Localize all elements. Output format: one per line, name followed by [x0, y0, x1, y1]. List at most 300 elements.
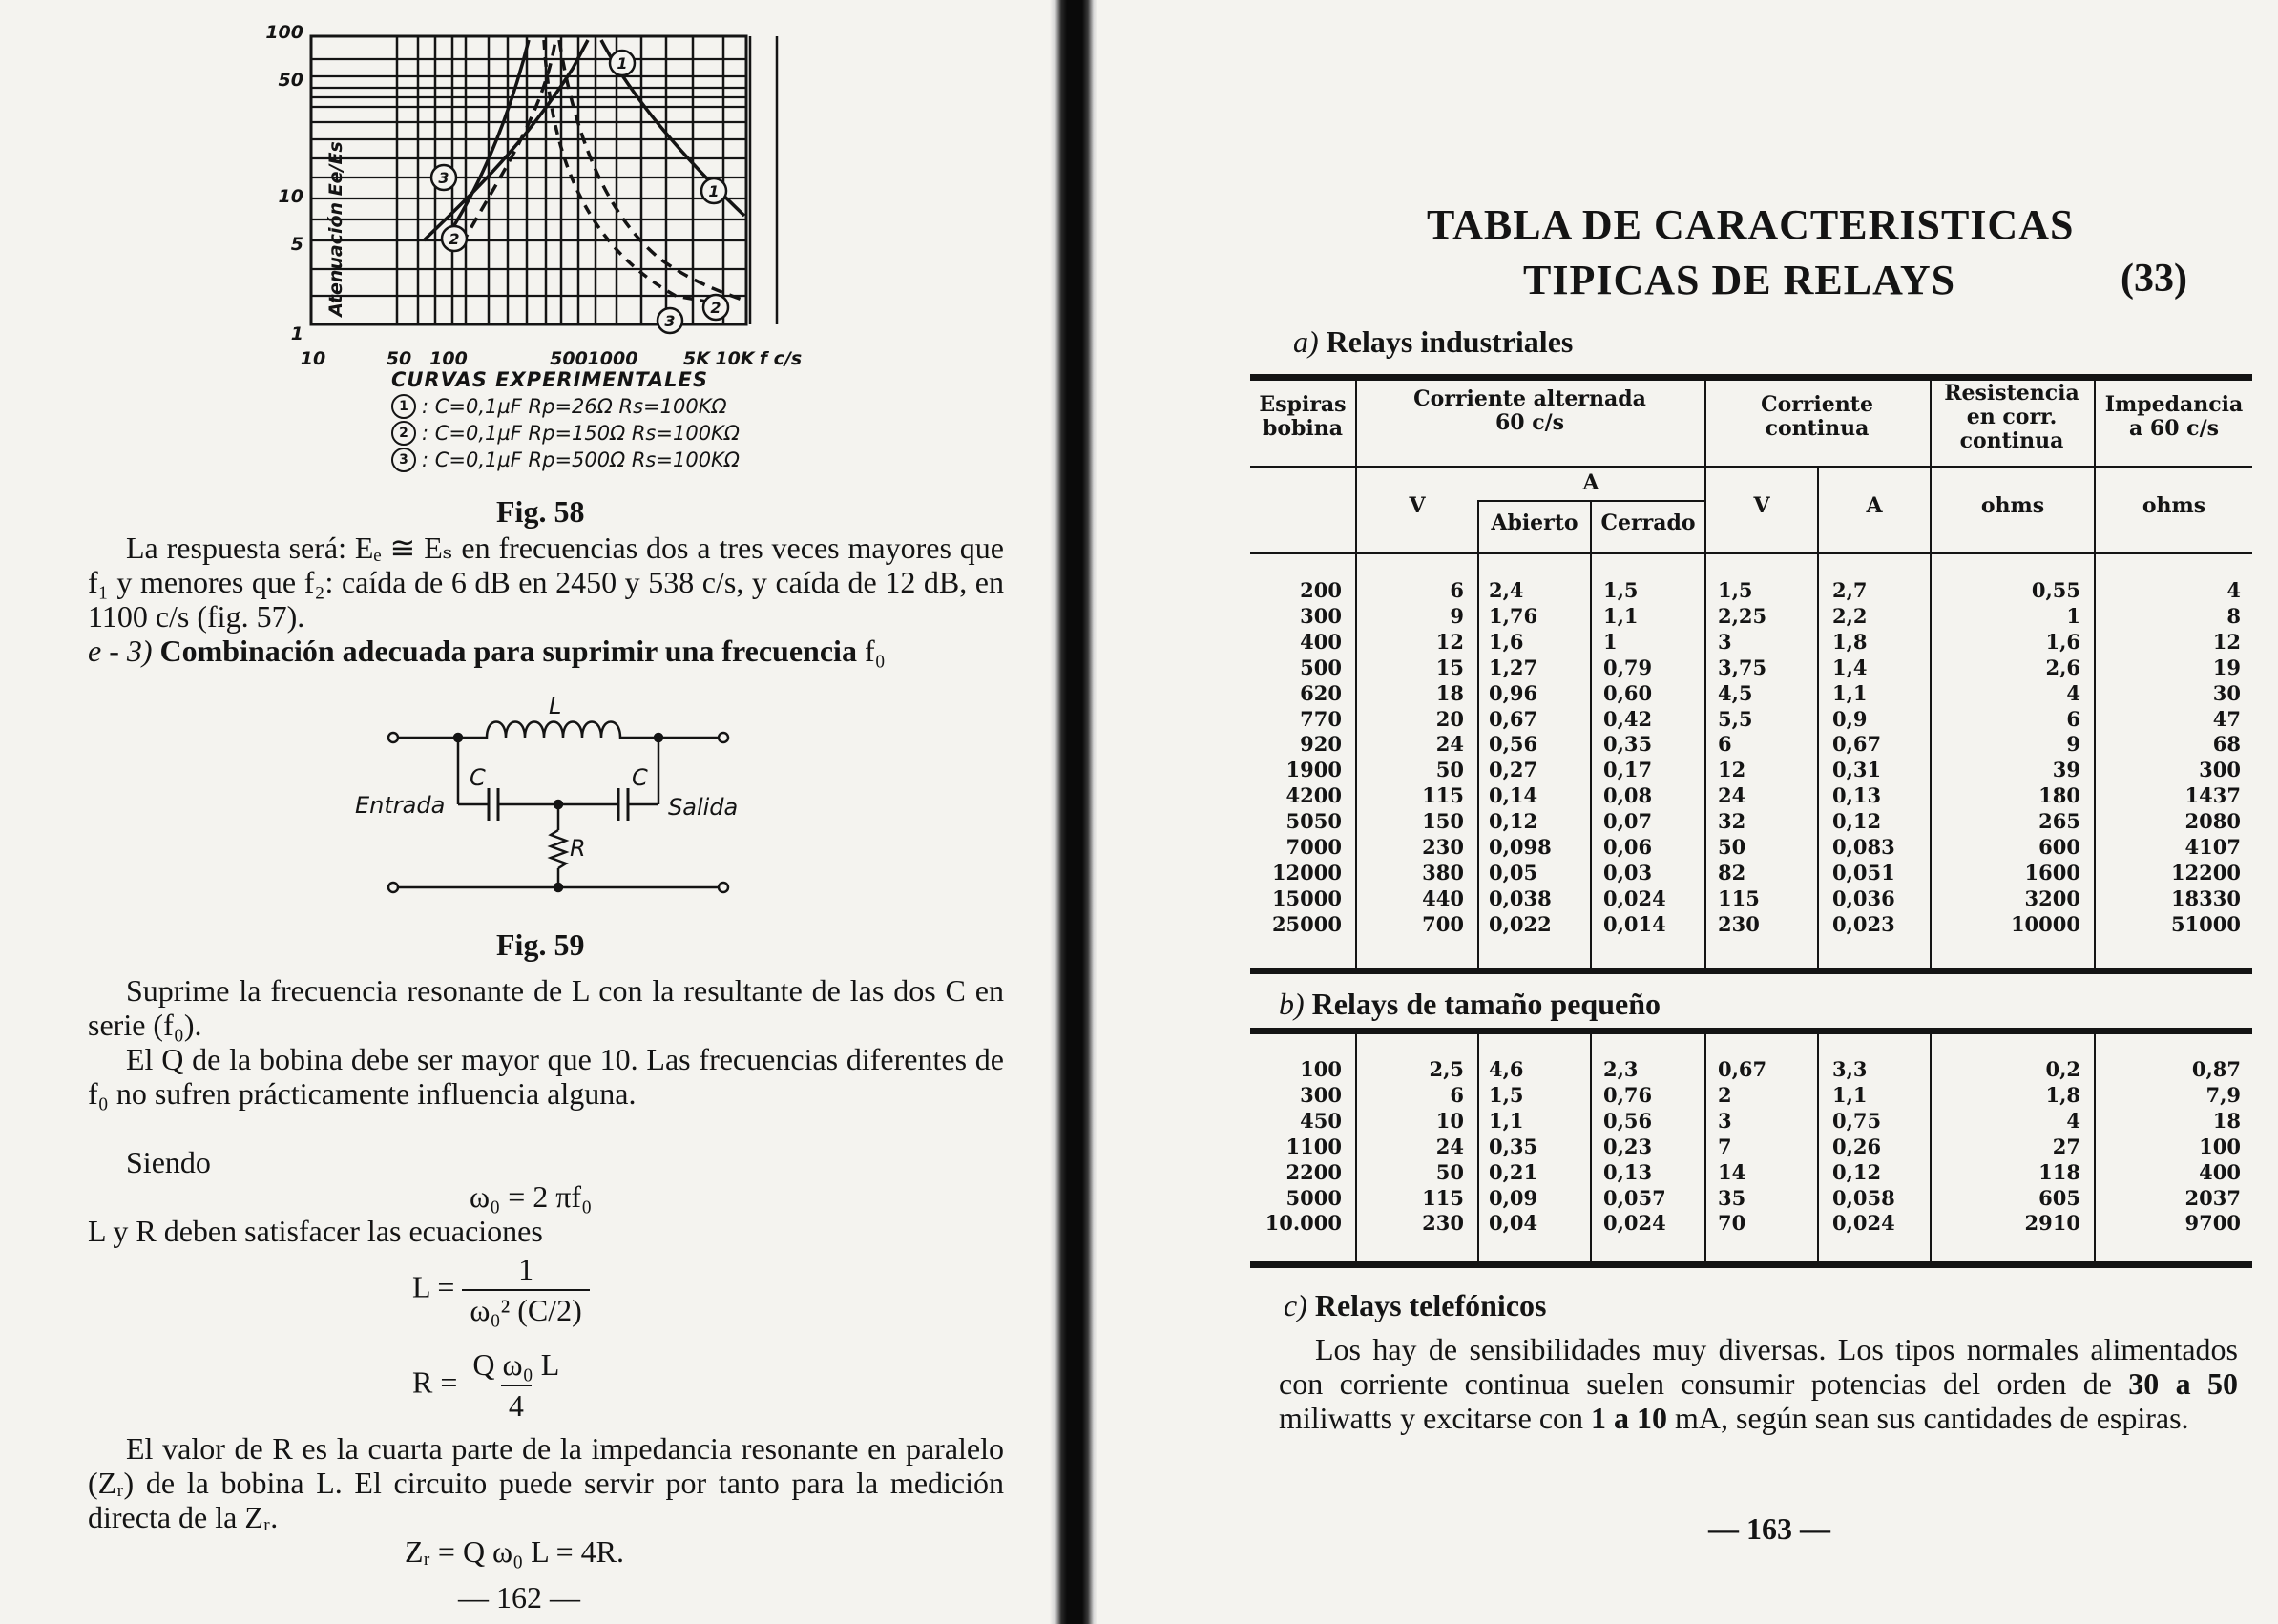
- input-terminal-bottom: [388, 883, 398, 892]
- table-cell: 35: [1718, 1185, 1746, 1210]
- table-cell: 115: [1718, 885, 1760, 910]
- table-cell: 200: [1300, 578, 1342, 602]
- x-tick-label: 500: [550, 348, 588, 369]
- table-cell: 4,6: [1489, 1057, 1524, 1081]
- col-a-resistencia: [1932, 578, 2080, 938]
- formula-L-fraction: [462, 1252, 589, 1328]
- formula-omega: ω₀ = 2 πf₀: [470, 1179, 593, 1214]
- table-cell: 2200: [1285, 1159, 1342, 1184]
- table-cell: 0,67: [1489, 706, 1538, 731]
- header-espiras: [1250, 393, 1355, 441]
- table-cell: 12000: [1271, 860, 1342, 885]
- table-cell: 15: [1435, 655, 1464, 679]
- subheader-abierto: Abierto: [1491, 510, 1578, 535]
- table-cell: 0,023: [1832, 911, 1895, 936]
- table-cell: 2,25: [1718, 603, 1767, 628]
- formula-R-num: Q ω₀ L: [472, 1347, 560, 1382]
- paragraph-text: La respuesta será: Eₑ ≅ Eₛ en frecuencias dos a tres veces mayores que f₁ y menores que f₂: caída de 6 dB en 2450 y 538 c/s, y caída de 12 dB, en 1100 c/s (fig. 57).: [88, 531, 1004, 634]
- table-cell: 1,8: [1832, 629, 1868, 654]
- table-cell: 0,08: [1603, 783, 1653, 808]
- table-cell: 9700: [2184, 1211, 2241, 1236]
- table-cell: 0,56: [1603, 1108, 1653, 1133]
- table-cell: 0,024: [1603, 885, 1666, 910]
- table-cell: 4: [2226, 578, 2241, 602]
- output-terminal-top: [719, 733, 728, 742]
- table-cell: 10: [1435, 1108, 1464, 1133]
- table-cell: 2037: [2184, 1185, 2241, 1210]
- header-impedancia: [2096, 393, 2252, 441]
- table-cell: 51000: [2170, 911, 2241, 936]
- table-cell: 115: [1422, 1185, 1464, 1210]
- table-cell: 2080: [2184, 809, 2241, 834]
- table-cell: 6: [2066, 706, 2080, 731]
- x-tick-label: 100: [429, 348, 468, 369]
- table-cell: 0,14: [1489, 783, 1538, 808]
- curve-marker-label: 2: [710, 299, 721, 317]
- section-b-heading: [1279, 987, 1661, 1022]
- col-a-cc-v: [1718, 578, 1815, 938]
- fig58-legend: [391, 366, 849, 473]
- section-a-heading: [1293, 324, 1573, 360]
- table-cell: 1,6: [1489, 629, 1524, 654]
- table-cell: 0,27: [1489, 758, 1538, 782]
- subheader-v2: V: [1753, 493, 1770, 518]
- formula-R: [412, 1347, 567, 1424]
- table-cell: 0,79: [1603, 655, 1653, 679]
- col-a-espiras: [1250, 578, 1342, 938]
- table-cell: 25000: [1271, 911, 1342, 936]
- table-cell: 1,1: [1832, 1082, 1868, 1107]
- x-tick-label: 1000: [587, 348, 638, 369]
- legend-entry-text: : C=0,1µF Rp=500Ω Rs=100KΩ: [422, 448, 740, 471]
- formula-L-lhs: L =: [412, 1269, 455, 1304]
- table-cell: 0,42: [1603, 706, 1653, 731]
- table-cell: 0,083: [1832, 835, 1895, 860]
- fig58-legend-entry-2: [391, 420, 849, 447]
- col-b-ca-v: [1357, 1057, 1464, 1237]
- table-cell: 0,12: [1489, 809, 1538, 834]
- table-cell: 1,6: [2045, 629, 2080, 654]
- curve-marker-label: 2: [449, 230, 460, 248]
- table-cell: 24: [1718, 783, 1746, 808]
- table-cell: 230: [1422, 835, 1464, 860]
- section-title: Relays telefónicos: [1314, 1288, 1547, 1322]
- table-cell: 6: [1450, 578, 1464, 602]
- table-cell: 600: [2038, 835, 2080, 860]
- subheader-ohms1: ohms: [1980, 493, 2045, 518]
- table-cell: 19: [2212, 655, 2241, 679]
- table-cell: 3200: [2024, 885, 2080, 910]
- table-cell: 3,3: [1832, 1057, 1868, 1081]
- subheader-ohms2: ohms: [2142, 493, 2206, 518]
- book-gutter: [1050, 0, 1097, 1624]
- heading-text: Combinación adecuada para suprimir una frecuencia: [159, 634, 857, 668]
- y-tick-label: 5: [290, 234, 303, 255]
- legend-entry-text: : C=0,1µF Rp=26Ω Rs=100KΩ: [422, 395, 727, 418]
- formula-R-den: 4: [501, 1385, 532, 1424]
- header-line: en corr.: [1966, 405, 2058, 429]
- y-tick-label: 1: [290, 323, 303, 344]
- table-cell: 24: [1435, 1134, 1464, 1158]
- formula-L: [412, 1252, 590, 1328]
- table-cell: 0,23: [1603, 1134, 1653, 1158]
- table-cell: 150: [1422, 809, 1464, 834]
- col-b-cc-v: [1718, 1057, 1815, 1237]
- table-cell: 7: [1718, 1134, 1732, 1158]
- table-cell: 1,1: [1489, 1108, 1524, 1133]
- table-cell: 0,12: [1832, 1159, 1882, 1184]
- section-c-heading: [1284, 1288, 1546, 1323]
- col-a-ca-cerrado: [1603, 578, 1703, 938]
- table-cell: 0,051: [1832, 860, 1895, 885]
- table-cell: 0,56: [1489, 732, 1538, 757]
- table-cell: 5050: [1285, 809, 1342, 834]
- table-cell: 0,2: [2045, 1057, 2080, 1081]
- table-cell: 265: [2038, 809, 2080, 834]
- curve-2-right: [559, 40, 746, 302]
- formula-R-lhs: R =: [412, 1364, 458, 1400]
- table-cell: 0,038: [1489, 885, 1552, 910]
- curve-marker-1: 1: [391, 394, 416, 419]
- paragraph-suprime: [88, 973, 1004, 1042]
- paragraph-text: mA, según sean sus cantidades de espiras.: [1667, 1401, 2189, 1435]
- relays-table: [1250, 374, 2252, 1300]
- table-cell: 0,014: [1603, 911, 1666, 936]
- section-letter: c): [1284, 1288, 1307, 1322]
- col-b-espiras: [1250, 1057, 1342, 1237]
- table-cell: 10000: [2010, 911, 2080, 936]
- table-cell: 2,4: [1489, 578, 1524, 602]
- table-cell: 20: [1435, 706, 1464, 731]
- table-cell: 230: [1718, 911, 1760, 936]
- table-number: (33): [2121, 257, 2187, 301]
- header-line: a 60 c/s: [2128, 416, 2219, 441]
- table-cell: 0,07: [1603, 809, 1653, 834]
- table-cell: 2,3: [1603, 1057, 1639, 1081]
- table-cell: 50: [1435, 758, 1464, 782]
- header-resistencia: [1932, 382, 2092, 453]
- table-cell: 0,31: [1832, 758, 1882, 782]
- subheader-a2: A: [1866, 493, 1883, 518]
- formula-L-den: ω₀² (C/2): [462, 1289, 589, 1328]
- paragraph-text: Los hay de sensibilidades muy diversas. Los tipos normales alimentados con corriente continua suelen consumir potencias del orden de: [1279, 1332, 2238, 1401]
- table-cell: 920: [1300, 732, 1342, 757]
- fig58-legend-entry-1: [391, 393, 849, 420]
- y-axis-label: Atenuación Ee/Es: [325, 141, 346, 317]
- table-cell: 12: [2212, 629, 2241, 654]
- table-cell: 1,27: [1489, 655, 1538, 679]
- table-cell: 100: [2199, 1134, 2241, 1158]
- table-cell: 1,1: [1832, 680, 1868, 705]
- table-cell: 0,057: [1603, 1185, 1666, 1210]
- inductor-L: [458, 722, 658, 739]
- input-terminal-top: [388, 733, 398, 742]
- formula-Z: Zᵣ = Q ω₀ L = 4R.: [405, 1534, 625, 1569]
- table-cell: 47: [2212, 706, 2241, 731]
- table-cell: 0,036: [1832, 885, 1895, 910]
- table-cell: 0,60: [1603, 680, 1653, 705]
- table-cell: 0,09: [1489, 1185, 1538, 1210]
- table-cell: 0,35: [1603, 732, 1653, 757]
- table-cell: 12200: [2170, 860, 2241, 885]
- table-cell: 6: [1450, 1082, 1464, 1107]
- table-cell: 0,13: [1832, 783, 1882, 808]
- table-cell: 2,7: [1832, 578, 1868, 602]
- curve-marker-label: 1: [617, 54, 628, 73]
- table-cell: 0,26: [1832, 1134, 1882, 1158]
- header-line: Resistencia: [1944, 381, 2079, 406]
- paragraph-bold: 30 a 50: [2128, 1366, 2239, 1401]
- table-cell: 1,5: [1603, 578, 1639, 602]
- table-cell: 12: [1435, 629, 1464, 654]
- table-cell: 1: [1603, 629, 1618, 654]
- table-cell: 12: [1718, 758, 1746, 782]
- y-tick-label: 50: [278, 70, 303, 91]
- table-cell: 3: [1718, 1108, 1732, 1133]
- table-cell: 100: [1300, 1057, 1342, 1081]
- x-tick-label: 10: [300, 348, 326, 369]
- section-letter: b): [1279, 987, 1305, 1021]
- table-cell: 0,76: [1603, 1082, 1653, 1107]
- table-cell: 0,058: [1832, 1185, 1895, 1210]
- table-cell: 0,67: [1718, 1057, 1767, 1081]
- x-tick-label: 50: [386, 348, 412, 369]
- fig59-caption: Fig. 59: [496, 927, 585, 962]
- curve-marker-3: 3: [391, 448, 416, 472]
- table-cell: 400: [1300, 629, 1342, 654]
- table-cell: 115: [1422, 783, 1464, 808]
- table-cell: 1600: [2024, 860, 2080, 885]
- table-cell: 14: [1718, 1159, 1746, 1184]
- section-title: Relays de tamaño pequeño: [1311, 987, 1661, 1021]
- paragraph-valor-r: [88, 1431, 1004, 1534]
- col-a-ca-abierto: [1489, 578, 1588, 938]
- paragraph-text: El valor de R es la cuarta parte de la impedancia resonante en paralelo (Zᵣ) de la bobina L. El circuito puede servir por tanto para la medición directa de la Zᵣ.: [88, 1431, 1004, 1534]
- table-cell: 18330: [2170, 885, 2241, 910]
- label-C2: C: [632, 764, 648, 791]
- table-cell: 5,5: [1718, 706, 1753, 731]
- table-cell: 68: [2212, 732, 2241, 757]
- label-entrada: Entrada: [355, 792, 446, 819]
- col-b-impedancia: [2096, 1057, 2241, 1237]
- label-L: L: [549, 697, 562, 719]
- table-cell: 0,03: [1603, 860, 1653, 885]
- table-cell: 450: [1300, 1108, 1342, 1133]
- table-cell: 6: [1718, 732, 1732, 757]
- curve-marker-label: 3: [438, 169, 449, 187]
- table-cell: 2,6: [2045, 655, 2080, 679]
- header-cc: [1706, 393, 1928, 441]
- table-cell: 1100: [1285, 1134, 1342, 1158]
- section-title: Relays industriales: [1326, 324, 1574, 359]
- col-a-impedancia: [2096, 578, 2241, 938]
- table-cell: 30: [2212, 680, 2241, 705]
- table-cell: 4,5: [1718, 680, 1753, 705]
- header-line: bobina: [1262, 416, 1344, 441]
- table-cell: 1,76: [1489, 603, 1538, 628]
- table-cell: 8: [2226, 603, 2241, 628]
- table-cell: 300: [1300, 603, 1342, 628]
- table-cell: 7000: [1285, 835, 1342, 860]
- table-cell: 1,5: [1718, 578, 1753, 602]
- table-cell: 9: [1450, 603, 1464, 628]
- page-number-right: — 163 —: [1708, 1511, 1830, 1546]
- table-cell: 0,9: [1832, 706, 1868, 731]
- table-cell: 0,05: [1489, 860, 1538, 885]
- table-cell: 1900: [1285, 758, 1342, 782]
- col-b-ca-cerrado: [1603, 1057, 1703, 1237]
- table-cell: 5000: [1285, 1185, 1342, 1210]
- table-cell: 32: [1718, 809, 1746, 834]
- col-a-ca-v: [1357, 578, 1464, 938]
- table-cell: 0,17: [1603, 758, 1653, 782]
- table-title-line1: TABLA DE CARACTERISTICAS: [1427, 201, 2075, 248]
- paragraph-bold: 1 a 10: [1591, 1401, 1668, 1435]
- section-letter: a): [1293, 324, 1319, 359]
- table-cell: 0,87: [2191, 1057, 2241, 1081]
- table-cell: 27: [2052, 1134, 2080, 1158]
- header-line: continua: [1959, 428, 2064, 453]
- fig58-legend-title: CURVAS EXPERIMENTALES: [391, 368, 709, 391]
- subheader-cerrado: Cerrado: [1600, 510, 1696, 535]
- table-cell: 2910: [2024, 1211, 2080, 1236]
- label-R: R: [570, 835, 586, 862]
- label-C1: C: [470, 764, 486, 791]
- table-cell: 300: [1300, 1082, 1342, 1107]
- table-cell: 0,67: [1832, 732, 1882, 757]
- paragraph-text: miliwatts y excitarse con: [1279, 1401, 1592, 1435]
- table-cell: 0,12: [1832, 809, 1882, 834]
- table-cell: 2,5: [1429, 1057, 1464, 1081]
- table-title-line2: TIPICAS DE RELAYS: [1523, 257, 1956, 303]
- heading-suffix: f₀: [856, 634, 886, 668]
- output-terminal-bottom: [719, 883, 728, 892]
- table-cell: 2: [1718, 1082, 1732, 1107]
- header-line: continua: [1765, 416, 1870, 441]
- curve-marker-2: 2: [391, 421, 416, 446]
- y-tick-label: 100: [265, 22, 303, 43]
- header-line: Corriente alternada: [1413, 386, 1646, 411]
- table-cell: 9: [2066, 732, 2080, 757]
- header-ca: [1357, 387, 1703, 435]
- paragraph-respuesta: [88, 531, 1004, 634]
- table-cell: 10.000: [1264, 1211, 1342, 1236]
- label-salida: Salida: [668, 794, 739, 821]
- paragraph-telefonicos: [1279, 1332, 2238, 1435]
- table-cell: 24: [1435, 732, 1464, 757]
- table-cell: 1437: [2184, 783, 2241, 808]
- table-cell: 1,5: [1489, 1082, 1524, 1107]
- formula-L-num: 1: [518, 1252, 534, 1286]
- table-cell: 39: [2052, 758, 2080, 782]
- y-tick-label: 10: [278, 186, 303, 207]
- heading-e3: [88, 634, 1004, 668]
- table-cell: 1,1: [1603, 603, 1639, 628]
- table-cell: 3,75: [1718, 655, 1767, 679]
- page-number-left: — 162 —: [458, 1580, 580, 1614]
- table-cell: 7,9: [2205, 1082, 2241, 1107]
- table-cell: 605: [2038, 1185, 2080, 1210]
- table-cell: 1: [2066, 603, 2080, 628]
- paragraph-q: [88, 1042, 1004, 1111]
- col-b-resistencia: [1932, 1057, 2080, 1237]
- right-page: [1097, 0, 2278, 1624]
- x-tick-label: 5K: [683, 348, 710, 369]
- heading-marker: e - 3): [88, 634, 153, 668]
- table-cell: 70: [1718, 1211, 1746, 1236]
- subheader-a-group: A: [1582, 470, 1599, 495]
- table-cell: 0,21: [1489, 1159, 1538, 1184]
- col-b-ca-abierto: [1489, 1057, 1588, 1237]
- table-cell: 180: [2038, 783, 2080, 808]
- table-cell: 0,13: [1603, 1159, 1653, 1184]
- table-cell: 500: [1300, 655, 1342, 679]
- table-cell: 2,2: [1832, 603, 1868, 628]
- table-cell: 770: [1300, 706, 1342, 731]
- table-cell: 4107: [2184, 835, 2241, 860]
- header-line: Impedancia: [2104, 392, 2244, 417]
- x-unit-label: f c/s: [759, 348, 803, 369]
- legend-entry-text: : C=0,1µF Rp=150Ω Rs=100KΩ: [422, 422, 740, 445]
- subheader-v1: V: [1409, 493, 1426, 518]
- table-cell: 3: [1718, 629, 1732, 654]
- table-cell: 0,024: [1603, 1211, 1666, 1236]
- table-cell: 50: [1435, 1159, 1464, 1184]
- table-cell: 18: [2212, 1108, 2241, 1133]
- header-line: Corriente: [1761, 392, 1873, 417]
- table-cell: 0,35: [1489, 1134, 1538, 1158]
- table-cell: 50: [1718, 835, 1746, 860]
- table-cell: 4: [2066, 1108, 2080, 1133]
- table-cell: 18: [1435, 680, 1464, 705]
- table-cell: 0,098: [1489, 835, 1552, 860]
- table-cell: 300: [2199, 758, 2241, 782]
- paragraph-text: Suprime la frecuencia resonante de L con la resultante de las dos C en serie (f₀).: [88, 973, 1004, 1042]
- col-a-cc-a: [1832, 578, 1928, 938]
- table-cell: 0,75: [1832, 1108, 1882, 1133]
- table-cell: 15000: [1271, 885, 1342, 910]
- table-cell: 700: [1422, 911, 1464, 936]
- header-line: Espiras: [1259, 392, 1347, 417]
- table-cell: 0,55: [2031, 578, 2080, 602]
- fig58-chart: [258, 19, 849, 372]
- table-cell: 620: [1300, 680, 1342, 705]
- col-b-cc-a: [1832, 1057, 1928, 1237]
- table-cell: 0,06: [1603, 835, 1653, 860]
- table-cell: 1,4: [1832, 655, 1868, 679]
- table-cell: 1,8: [2045, 1082, 2080, 1107]
- table-cell: 82: [1718, 860, 1746, 885]
- paragraph-text: Siendo: [126, 1145, 211, 1179]
- curve-marker-label: 1: [708, 182, 720, 200]
- formula-R-fraction: [465, 1347, 567, 1424]
- table-cell: 4200: [1285, 783, 1342, 808]
- table-cell: 400: [2199, 1159, 2241, 1184]
- curve-marker-label: 3: [664, 312, 676, 330]
- table-cell: 0,96: [1489, 680, 1538, 705]
- paragraph-ecuaciones: L y R deben satisfacer las ecuaciones: [88, 1214, 543, 1248]
- table-cell: 440: [1422, 885, 1464, 910]
- table-cell: 118: [2038, 1159, 2080, 1184]
- table-cell: 230: [1422, 1211, 1464, 1236]
- table-cell: 380: [1422, 860, 1464, 885]
- fig58-legend-entry-3: [391, 447, 849, 473]
- table-cell: 4: [2066, 680, 2080, 705]
- fig58-caption: Fig. 58: [496, 494, 585, 529]
- resistor-R: [551, 830, 566, 868]
- paragraph-siendo: [88, 1145, 1004, 1179]
- x-tick-label: 10K: [715, 348, 755, 369]
